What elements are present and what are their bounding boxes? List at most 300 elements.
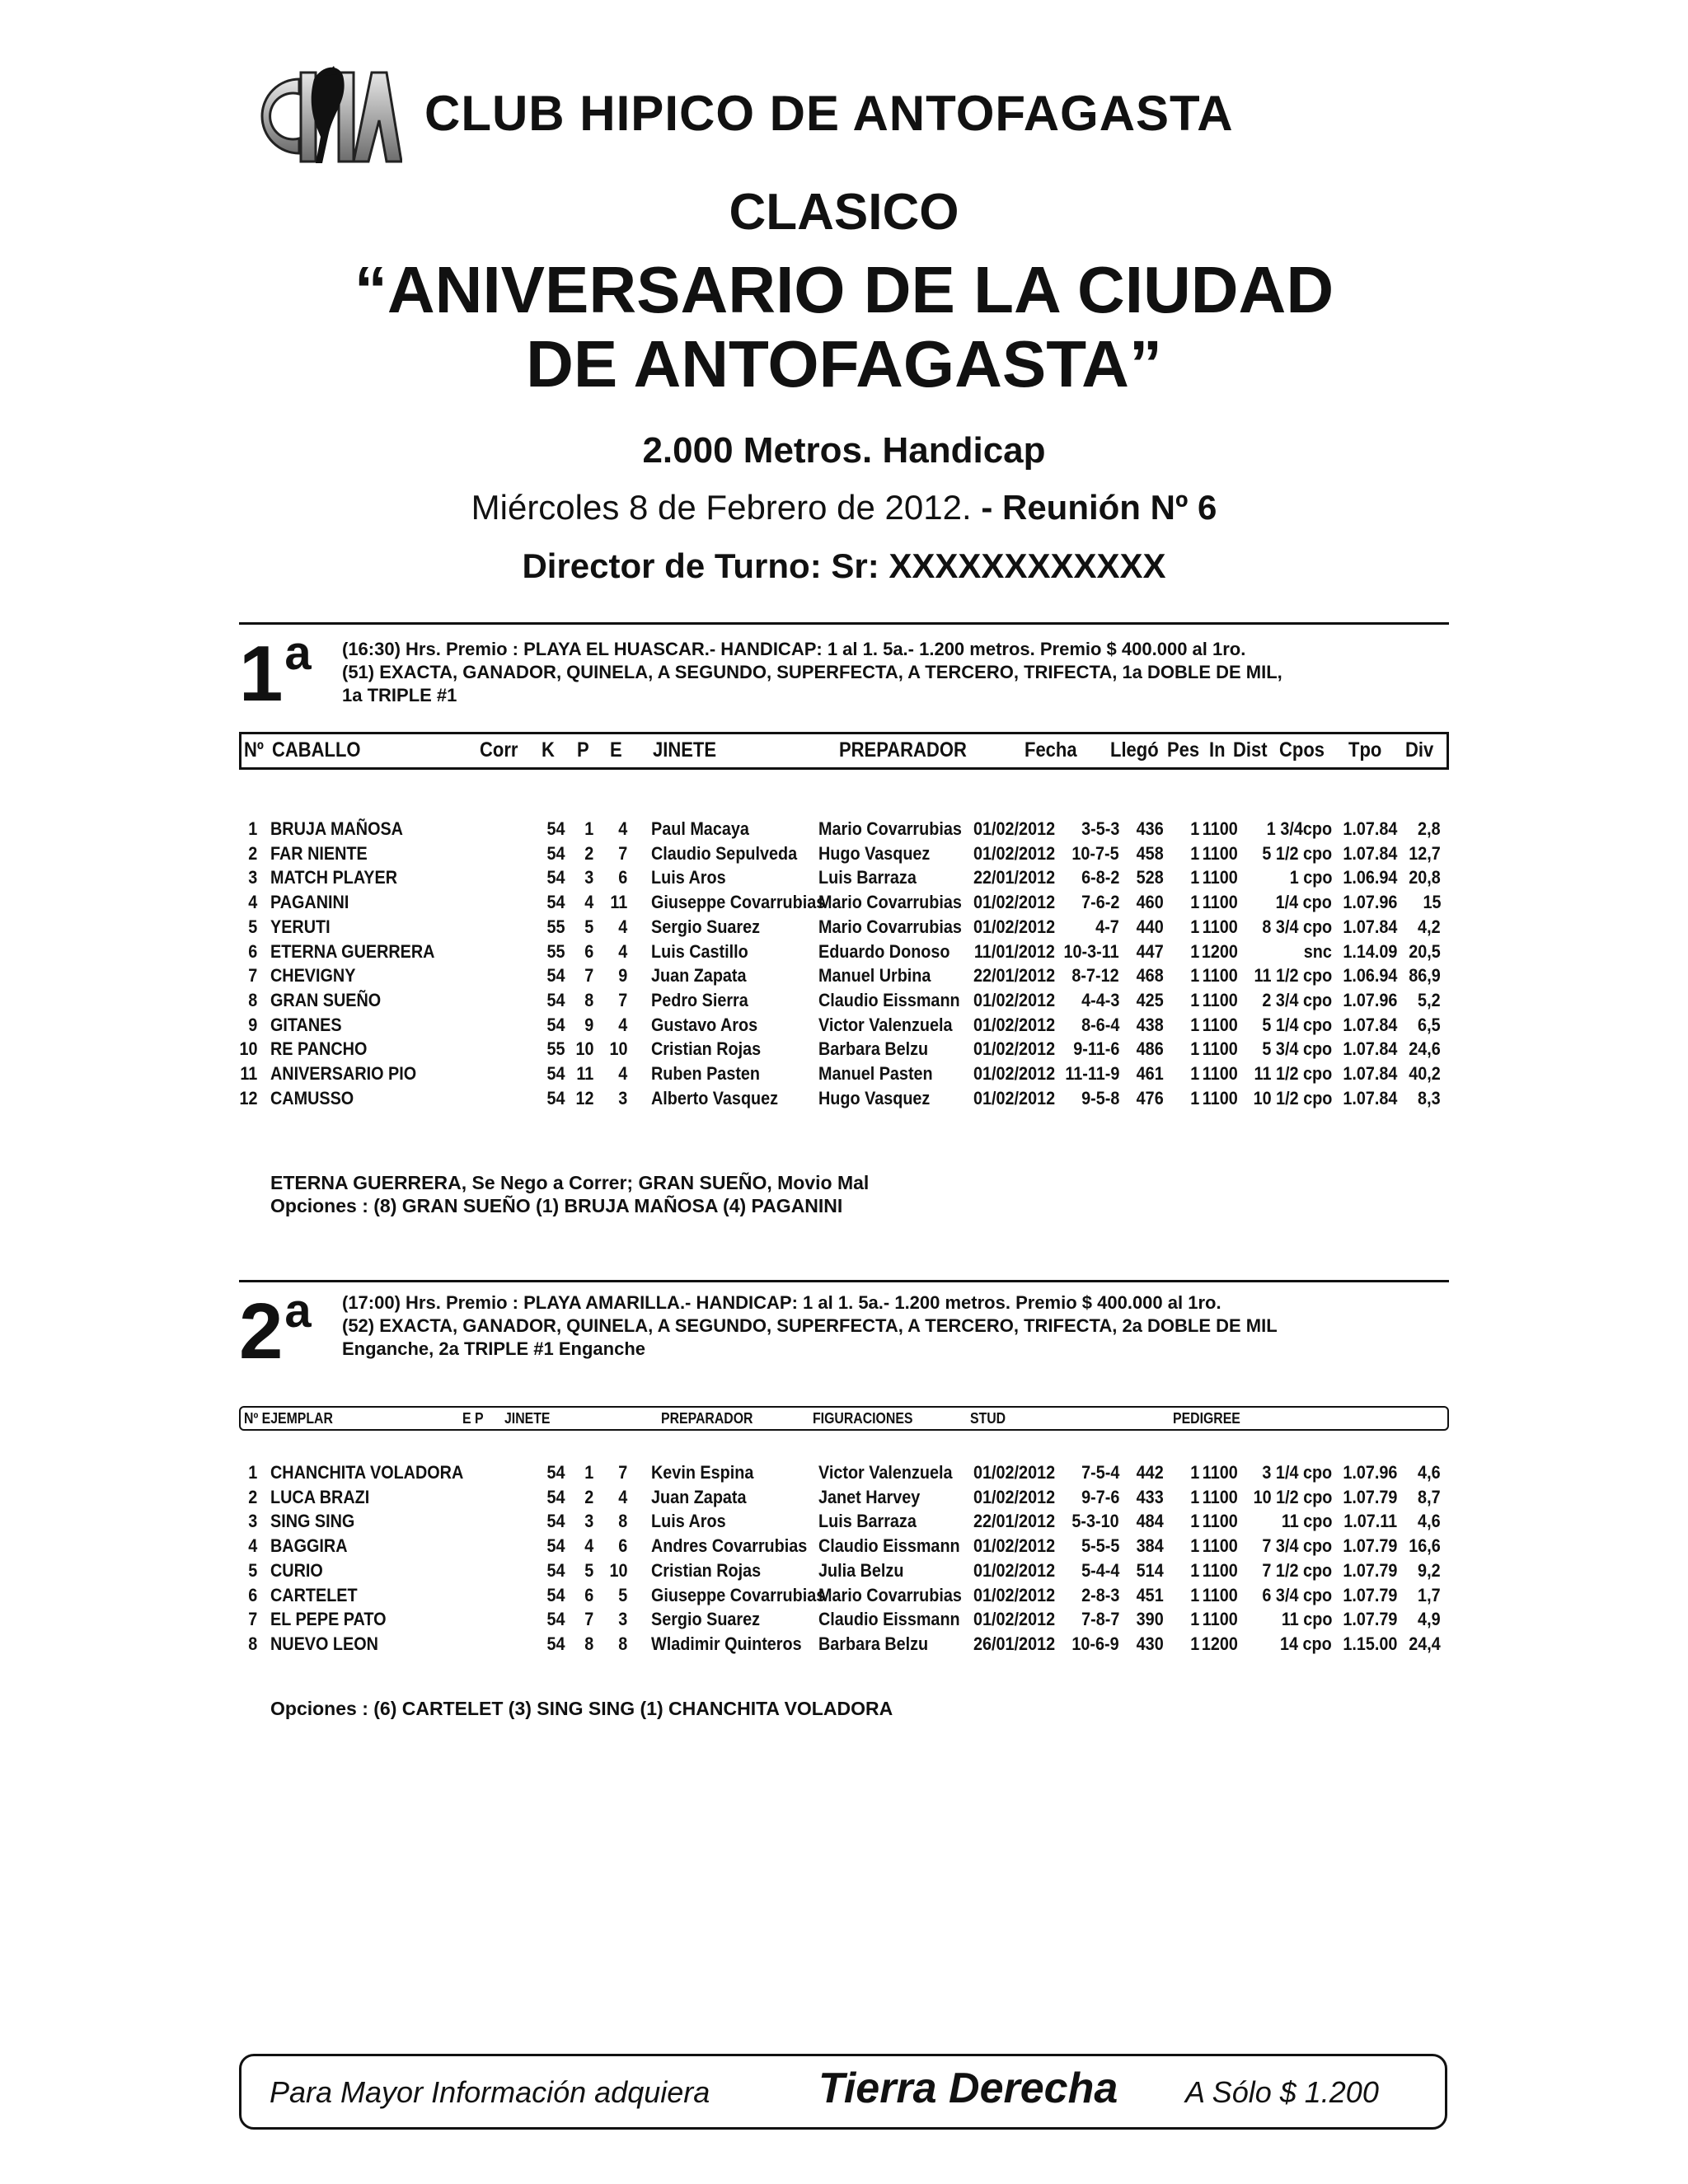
- cell-jinete: Sergio Suarez: [651, 1609, 761, 1630]
- cell-cpos: 1 3/4cpo: [1266, 818, 1332, 839]
- cell-caballo: ETERNA GUERRERA: [270, 940, 435, 962]
- cell-no: 2: [247, 842, 257, 864]
- cell-preparador: Mario Covarrubias: [818, 818, 962, 839]
- club-logo: [241, 54, 402, 174]
- cell-in: 1: [1189, 1014, 1199, 1035]
- cell-p: 7: [617, 989, 627, 1010]
- cell-k: 6: [584, 1584, 593, 1605]
- cell-pes: 433: [1136, 1486, 1164, 1507]
- col-header-llego: Llegó: [1110, 738, 1159, 762]
- cell-tpo: 1.06.94: [1342, 867, 1397, 888]
- race-2-number: 2$^a$: [239, 1284, 312, 1376]
- cell-cpos: 2 3/4 cpo: [1262, 989, 1332, 1010]
- cell-p: 6: [617, 1535, 627, 1557]
- race-2-info-line-2: (52) EXACTA, GANADOR, QUINELA, A SEGUNDO, SUPERFECTA, A TERCERO, TRIFECTA, 2a DOBLE DE MIL: [342, 1315, 1278, 1336]
- cell-jinete: Pedro Sierra: [651, 989, 748, 1010]
- cell-caballo: FAR NIENTE: [270, 842, 368, 864]
- event-date: Miércoles 8 de Febrero de 2012.: [471, 488, 972, 527]
- table-row: [0, 1487, 1688, 1511]
- cell-dist: 1100: [1203, 989, 1238, 1010]
- meeting-number: - Reunión Nº 6: [981, 488, 1217, 527]
- cell-tpo: 1.06.94: [1342, 965, 1397, 987]
- cell-in: 1: [1189, 1038, 1199, 1060]
- cell-caballo: RE PANCHO: [270, 1038, 368, 1060]
- cell-llego: 6-8-2: [1081, 867, 1119, 888]
- cell-k: 10: [574, 1038, 593, 1060]
- cell-jinete: Juan Zapata: [651, 965, 747, 987]
- cell-corr: 54: [546, 1559, 565, 1581]
- cell-k: 6: [584, 940, 593, 962]
- cell-tpo: 1.07.84: [1342, 842, 1397, 864]
- cell-p: 9: [617, 965, 627, 987]
- table-row: [0, 916, 1688, 941]
- cell-k: 2: [584, 1486, 593, 1507]
- cell-dist: 1100: [1203, 1535, 1238, 1557]
- cell-preparador: Hugo Vasquez: [818, 842, 931, 864]
- cell-fecha: 01/02/2012: [973, 1486, 1055, 1507]
- cell-p: 4: [617, 818, 627, 839]
- cell-p: 3: [617, 1609, 627, 1630]
- cell-fecha: 01/02/2012: [973, 1014, 1055, 1035]
- cell-p: 4: [617, 940, 627, 962]
- cell-preparador: Mario Covarrubias: [818, 916, 962, 937]
- cell-p: 10: [608, 1038, 627, 1060]
- cell-k: 12: [574, 1087, 593, 1108]
- cell-jinete: Luis Castillo: [651, 940, 748, 962]
- cell-preparador: Mario Covarrubias: [818, 892, 962, 913]
- cell-in: 1: [1189, 1535, 1199, 1557]
- cell-corr: 54: [546, 892, 565, 913]
- cell-caballo: CARTELET: [270, 1584, 358, 1605]
- cell-preparador: Claudio Eissmann: [818, 1609, 960, 1630]
- cell-pes: 476: [1136, 1087, 1164, 1108]
- cell-jinete: Kevin Espina: [651, 1462, 754, 1483]
- cell-preparador: Barbara Belzu: [818, 1038, 929, 1060]
- table-row: [0, 892, 1688, 916]
- cell-no: 7: [247, 965, 257, 987]
- cell-fecha: 01/02/2012: [973, 1063, 1055, 1084]
- cell-dist: 1100: [1203, 867, 1238, 888]
- cell-caballo: GITANES: [270, 1014, 342, 1035]
- cell-cpos: 11 1/2 cpo: [1254, 965, 1332, 987]
- cell-caballo: CAMUSSO: [270, 1087, 354, 1108]
- cell-corr: 55: [546, 1038, 565, 1060]
- cell-pes: 438: [1136, 1014, 1164, 1035]
- cell-cpos: 1 cpo: [1289, 867, 1332, 888]
- cell-no: 5: [247, 1559, 257, 1581]
- cell-in: 1: [1189, 1609, 1199, 1630]
- cell-llego: 4-7: [1095, 916, 1119, 937]
- cell-llego: 5-4-4: [1081, 1559, 1119, 1581]
- table-row: [0, 965, 1688, 990]
- cell-dist: 1100: [1203, 1038, 1238, 1060]
- cell-preparador: Hugo Vasquez: [818, 1087, 931, 1108]
- cell-llego: 5-5-5: [1081, 1535, 1119, 1557]
- cell-fecha: 01/02/2012: [973, 916, 1055, 937]
- cell-no: 1: [247, 818, 257, 839]
- cell-cpos: 3 1/4 cpo: [1262, 1462, 1332, 1483]
- cell-caballo: YERUTI: [270, 916, 331, 937]
- cell-p: 4: [617, 1014, 627, 1035]
- col-header-tpo: Tpo: [1348, 738, 1382, 762]
- cell-k: 9: [584, 1014, 593, 1035]
- cell-div: 15: [1422, 892, 1441, 913]
- cell-caballo: CHANCHITA VOLADORA: [270, 1462, 464, 1483]
- cell-p: 10: [608, 1559, 627, 1581]
- race-1-note: ETERNA GUERRERA, Se Nego a Correr; GRAN SUEÑO, Movio Mal: [270, 1172, 870, 1193]
- cell-corr: 54: [546, 1535, 565, 1557]
- cell-div: 8,3: [1418, 1087, 1441, 1108]
- cell-dist: 1100: [1203, 842, 1238, 864]
- col-header-jinete: JINETE: [504, 1410, 551, 1427]
- cell-corr: 54: [546, 1063, 565, 1084]
- cell-tpo: 1.14.09: [1342, 940, 1397, 962]
- cell-caballo: CHEVIGNY: [270, 965, 356, 987]
- footer-info-text: Para Mayor Información adquiera: [270, 2075, 710, 2109]
- col-header-preparador: PREPARADOR: [839, 738, 967, 762]
- cell-preparador: Eduardo Donoso: [818, 940, 950, 962]
- cell-jinete: Luis Aros: [651, 1511, 726, 1532]
- cell-llego: 11-11-9: [1064, 1063, 1119, 1084]
- cell-no: 7: [247, 1609, 257, 1630]
- cell-jinete: Juan Zapata: [651, 1486, 747, 1507]
- table-row: [0, 1535, 1688, 1560]
- cell-fecha: 01/02/2012: [973, 1559, 1055, 1581]
- race-1-number: 1$^a$: [239, 626, 312, 718]
- col-header-in: In: [1209, 738, 1226, 762]
- col-header-pedigree: PEDIGREE: [1173, 1410, 1240, 1427]
- cell-corr: 54: [546, 1584, 565, 1605]
- cell-dist: 1100: [1203, 1584, 1238, 1605]
- cell-p: 4: [617, 1063, 627, 1084]
- cell-pes: 436: [1136, 818, 1164, 839]
- cell-fecha: 01/02/2012: [973, 842, 1055, 864]
- cell-in: 1: [1189, 916, 1199, 937]
- cell-in: 1: [1189, 818, 1199, 839]
- cell-div: 16,6: [1409, 1535, 1441, 1557]
- cell-in: 1: [1189, 965, 1199, 987]
- cell-no: 4: [247, 892, 257, 913]
- cell-div: 4,9: [1418, 1609, 1441, 1630]
- cell-div: 20,5: [1409, 940, 1441, 962]
- cell-k: 7: [584, 1609, 593, 1630]
- cell-no: 11: [240, 1063, 257, 1084]
- cell-in: 1: [1189, 842, 1199, 864]
- cell-k: 5: [584, 1559, 593, 1581]
- cell-div: 24,6: [1409, 1038, 1441, 1060]
- cell-llego: 9-11-6: [1072, 1038, 1119, 1060]
- table-row: [0, 818, 1688, 843]
- col-header-preparador: PREPARADOR: [661, 1410, 753, 1427]
- cell-fecha: 26/01/2012: [973, 1633, 1055, 1654]
- cell-k: 7: [584, 965, 593, 987]
- cell-div: 8,7: [1418, 1486, 1441, 1507]
- cell-tpo: 1.07.84: [1342, 916, 1397, 937]
- cell-corr: 54: [546, 1486, 565, 1507]
- cell-k: 3: [584, 867, 593, 888]
- event-type: CLASICO: [729, 184, 959, 241]
- cell-k: 11: [576, 1063, 593, 1084]
- col-header-caballo: CABALLO: [272, 738, 361, 762]
- cell-preparador: Julia Belzu: [818, 1559, 904, 1581]
- cell-div: 1,7: [1418, 1584, 1441, 1605]
- table-row: [0, 1585, 1688, 1610]
- cell-p: 8: [617, 1633, 627, 1654]
- cell-in: 1: [1189, 989, 1199, 1010]
- cell-cpos: 7 3/4 cpo: [1262, 1535, 1332, 1557]
- cell-llego: 5-3-10: [1071, 1511, 1119, 1532]
- cell-cpos: 14 cpo: [1280, 1633, 1332, 1654]
- race-1-divider: [239, 622, 1449, 625]
- cell-in: 1: [1189, 1559, 1199, 1581]
- cell-preparador: Victor Valenzuela: [818, 1014, 953, 1035]
- cell-caballo: CURIO: [270, 1559, 323, 1581]
- cell-tpo: 1.07.84: [1342, 1063, 1397, 1084]
- cell-preparador: Claudio Eissmann: [818, 989, 960, 1010]
- race-2-info-line-1: (17:00) Hrs. Premio : PLAYA AMARILLA.- HANDICAP: 1 al 1. 5a.- 1.200 metros. Premio $ 400.000 al 1ro.: [342, 1292, 1221, 1313]
- cell-tpo: 1.07.79: [1342, 1584, 1397, 1605]
- cell-dist: 1100: [1203, 916, 1238, 937]
- club-name: CLUB HIPICO DE ANTOFAGASTA: [424, 86, 1234, 141]
- col-header-fecha: Fecha: [1025, 738, 1077, 762]
- col-header-cpos: Cpos: [1279, 738, 1325, 762]
- cell-fecha: 22/01/2012: [973, 965, 1055, 987]
- cell-p: 3: [617, 1087, 627, 1108]
- cell-caballo: ANIVERSARIO PIO: [270, 1063, 417, 1084]
- cell-corr: 54: [546, 1014, 565, 1035]
- table-row: [0, 1560, 1688, 1585]
- cell-tpo: 1.07.84: [1342, 1038, 1397, 1060]
- cell-div: 4,6: [1418, 1511, 1441, 1532]
- event-date-line: [0, 488, 1688, 527]
- cell-preparador: Barbara Belzu: [818, 1633, 929, 1654]
- cell-preparador: Manuel Urbina: [818, 965, 931, 987]
- cell-caballo: PAGANINI: [270, 892, 349, 913]
- cell-tpo: 1.15.00: [1342, 1633, 1397, 1654]
- cell-pes: 460: [1136, 892, 1164, 913]
- race-2-options: Opciones : (6) CARTELET (3) SING SING (1) CHANCHITA VOLADORA: [270, 1698, 893, 1719]
- cell-caballo: SING SING: [270, 1511, 355, 1532]
- cell-preparador: Victor Valenzuela: [818, 1462, 953, 1483]
- cell-fecha: 01/02/2012: [973, 818, 1055, 839]
- cell-fecha: 01/02/2012: [973, 1535, 1055, 1557]
- cell-div: 2,8: [1418, 818, 1441, 839]
- cell-dist: 1100: [1203, 1063, 1238, 1084]
- cell-div: 4,2: [1418, 916, 1441, 937]
- cell-pes: 484: [1136, 1511, 1164, 1532]
- cell-p: 5: [617, 1584, 627, 1605]
- table-row: [0, 867, 1688, 892]
- cell-no: 6: [247, 940, 257, 962]
- cell-caballo: NUEVO LEON: [270, 1633, 378, 1654]
- cell-caballo: MATCH PLAYER: [270, 867, 398, 888]
- cell-fecha: 01/02/2012: [973, 989, 1055, 1010]
- cell-corr: 54: [546, 818, 565, 839]
- cell-llego: 7-8-7: [1081, 1609, 1119, 1630]
- cell-no: 2: [247, 1486, 257, 1507]
- cell-in: 1: [1189, 1462, 1199, 1483]
- cell-pes: 468: [1136, 965, 1164, 987]
- cell-corr: 54: [546, 1633, 565, 1654]
- event-title-line-2: DE ANTOFAGASTA”: [526, 327, 1162, 401]
- cell-p: 8: [617, 1511, 627, 1532]
- cell-tpo: 1.07.79: [1342, 1609, 1397, 1630]
- cell-caballo: LUCA BRAZI: [270, 1486, 370, 1507]
- cell-div: 5,2: [1418, 989, 1441, 1010]
- cell-tpo: 1.07.11: [1343, 1511, 1397, 1532]
- cell-in: 1: [1189, 940, 1199, 962]
- col-header-figuraciones: FIGURACIONES: [813, 1410, 913, 1427]
- cell-no: 12: [238, 1087, 257, 1108]
- cell-in: 1: [1189, 1584, 1199, 1605]
- col-header-stud: STUD: [970, 1410, 1006, 1427]
- table-row: [0, 1511, 1688, 1535]
- cell-jinete: Luis Aros: [651, 867, 726, 888]
- cell-jinete: Andres Covarrubias: [651, 1535, 808, 1557]
- cell-fecha: 11/01/2012: [973, 940, 1055, 962]
- event-title-line-1: “ANIVERSARIO DE LA CIUDAD: [354, 253, 1334, 326]
- cell-div: 20,8: [1409, 867, 1441, 888]
- cell-jinete: Gustavo Aros: [651, 1014, 758, 1035]
- cell-no: 9: [247, 1014, 257, 1035]
- col-header-dist: Dist: [1233, 738, 1268, 762]
- cell-no: 3: [247, 867, 257, 888]
- cell-corr: 54: [546, 1462, 565, 1483]
- cell-dist: 1200: [1201, 940, 1238, 962]
- table-row: [0, 843, 1688, 868]
- cell-div: 4,6: [1418, 1462, 1441, 1483]
- cell-div: 12,7: [1409, 842, 1441, 864]
- cell-p: 4: [617, 916, 627, 937]
- cell-jinete: Giuseppe Covarrubias: [651, 1584, 826, 1605]
- cell-fecha: 22/01/2012: [973, 867, 1055, 888]
- cell-tpo: 1.07.96: [1342, 1462, 1397, 1483]
- cell-tpo: 1.07.96: [1342, 892, 1397, 913]
- cell-jinete: Cristian Rojas: [651, 1038, 762, 1060]
- cell-pes: 514: [1136, 1559, 1164, 1581]
- cell-k: 1: [584, 1462, 593, 1483]
- cell-fecha: 01/02/2012: [973, 1087, 1055, 1108]
- cell-pes: 442: [1136, 1462, 1164, 1483]
- cell-no: 5: [247, 916, 257, 937]
- cell-cpos: 8 3/4 cpo: [1262, 916, 1332, 937]
- cell-pes: 425: [1136, 989, 1164, 1010]
- cell-cpos: 5 1/4 cpo: [1262, 1014, 1332, 1035]
- col-header-ep: E P: [462, 1410, 484, 1427]
- cell-caballo: GRAN SUEÑO: [270, 989, 382, 1010]
- cell-llego: 8-6-4: [1081, 1014, 1119, 1035]
- cell-k: 5: [584, 916, 593, 937]
- cell-tpo: 1.07.79: [1342, 1559, 1397, 1581]
- cell-caballo: BRUJA MAÑOSA: [270, 818, 403, 839]
- cell-k: 8: [584, 989, 593, 1010]
- cell-dist: 1100: [1203, 1486, 1238, 1507]
- cell-corr: 54: [546, 842, 565, 864]
- cell-k: 3: [584, 1511, 593, 1532]
- cell-dist: 1100: [1203, 1511, 1238, 1532]
- cell-caballo: EL PEPE PATO: [270, 1609, 387, 1630]
- cell-llego: 10-3-11: [1063, 940, 1119, 962]
- cell-jinete: Giuseppe Covarrubias: [651, 892, 826, 913]
- cell-llego: 7-5-4: [1081, 1462, 1119, 1483]
- cell-p: 7: [617, 842, 627, 864]
- cell-cpos: 6 3/4 cpo: [1262, 1584, 1332, 1605]
- race-1-info-line-2: (51) EXACTA, GANADOR, QUINELA, A SEGUNDO, SUPERFECTA, A TERCERO, TRIFECTA, 1a DOBLE DE MIL,: [342, 662, 1282, 682]
- cell-caballo: BAGGIRA: [270, 1535, 348, 1557]
- cell-cpos: 1/4 cpo: [1275, 892, 1332, 913]
- table-row: [0, 1063, 1688, 1088]
- col-header-div: Div: [1405, 738, 1434, 762]
- cell-p: 6: [617, 867, 627, 888]
- cell-pes: 461: [1136, 1063, 1164, 1084]
- col-header-no: Nº: [244, 738, 264, 762]
- cell-tpo: 1.07.79: [1342, 1486, 1397, 1507]
- cell-div: 24,4: [1409, 1633, 1441, 1654]
- cell-tpo: 1.07.84: [1342, 818, 1397, 839]
- cell-no: 6: [247, 1584, 257, 1605]
- cell-div: 40,2: [1409, 1063, 1441, 1084]
- cell-k: 4: [584, 892, 593, 913]
- cell-corr: 54: [546, 1087, 565, 1108]
- cell-preparador: Luis Barraza: [818, 1511, 917, 1532]
- cell-fecha: 01/02/2012: [973, 1609, 1055, 1630]
- cell-tpo: 1.07.84: [1342, 1014, 1397, 1035]
- cell-k: 4: [584, 1535, 593, 1557]
- cell-llego: 9-7-6: [1081, 1486, 1119, 1507]
- cell-no: 8: [247, 1633, 257, 1654]
- cell-dist: 1100: [1203, 1014, 1238, 1035]
- cell-llego: 10-7-5: [1071, 842, 1119, 864]
- cell-preparador: Claudio Eissmann: [818, 1535, 960, 1557]
- cell-corr: 54: [546, 1511, 565, 1532]
- cell-fecha: 01/02/2012: [973, 1584, 1055, 1605]
- cell-dist: 1100: [1203, 818, 1238, 839]
- col-header-p: P: [577, 738, 589, 762]
- cell-dist: 1100: [1203, 1462, 1238, 1483]
- cell-pes: 447: [1136, 940, 1164, 962]
- cell-p: 7: [617, 1462, 627, 1483]
- cell-llego: 10-6-9: [1071, 1633, 1119, 1654]
- cell-dist: 1100: [1203, 892, 1238, 913]
- cell-jinete: Paul Macaya: [651, 818, 749, 839]
- cell-no: 10: [238, 1038, 257, 1060]
- cell-preparador: Mario Covarrubias: [818, 1584, 962, 1605]
- director-line: Director de Turno: Sr: XXXXXXXXXXXX: [522, 546, 1166, 585]
- table-row: [0, 990, 1688, 1015]
- cell-dist: 1100: [1203, 965, 1238, 987]
- cell-llego: 4-4-3: [1081, 989, 1119, 1010]
- cell-dist: 1100: [1203, 1609, 1238, 1630]
- cell-pes: 451: [1136, 1584, 1164, 1605]
- footer-publication-name: Tierra Derecha: [818, 2064, 1118, 2112]
- cell-corr: 55: [546, 916, 565, 937]
- col-header-e: E: [610, 738, 622, 762]
- col-header-ejemplar: Nº EJEMPLAR: [244, 1410, 333, 1427]
- cell-pes: 486: [1136, 1038, 1164, 1060]
- cell-fecha: 22/01/2012: [973, 1511, 1055, 1532]
- table-row: [0, 941, 1688, 966]
- cell-div: 9,2: [1418, 1559, 1441, 1581]
- cell-pes: 440: [1136, 916, 1164, 937]
- cell-p: 4: [617, 1486, 627, 1507]
- cell-jinete: Claudio Sepulveda: [651, 842, 798, 864]
- cell-cpos: 10 1/2 cpo: [1253, 1486, 1332, 1507]
- cell-jinete: Cristian Rojas: [651, 1559, 762, 1581]
- race-2-divider: [239, 1280, 1449, 1282]
- cell-llego: 9-5-8: [1081, 1087, 1119, 1108]
- col-header-k: K: [542, 738, 555, 762]
- race-distance: 2.000 Metros. Handicap: [642, 430, 1046, 471]
